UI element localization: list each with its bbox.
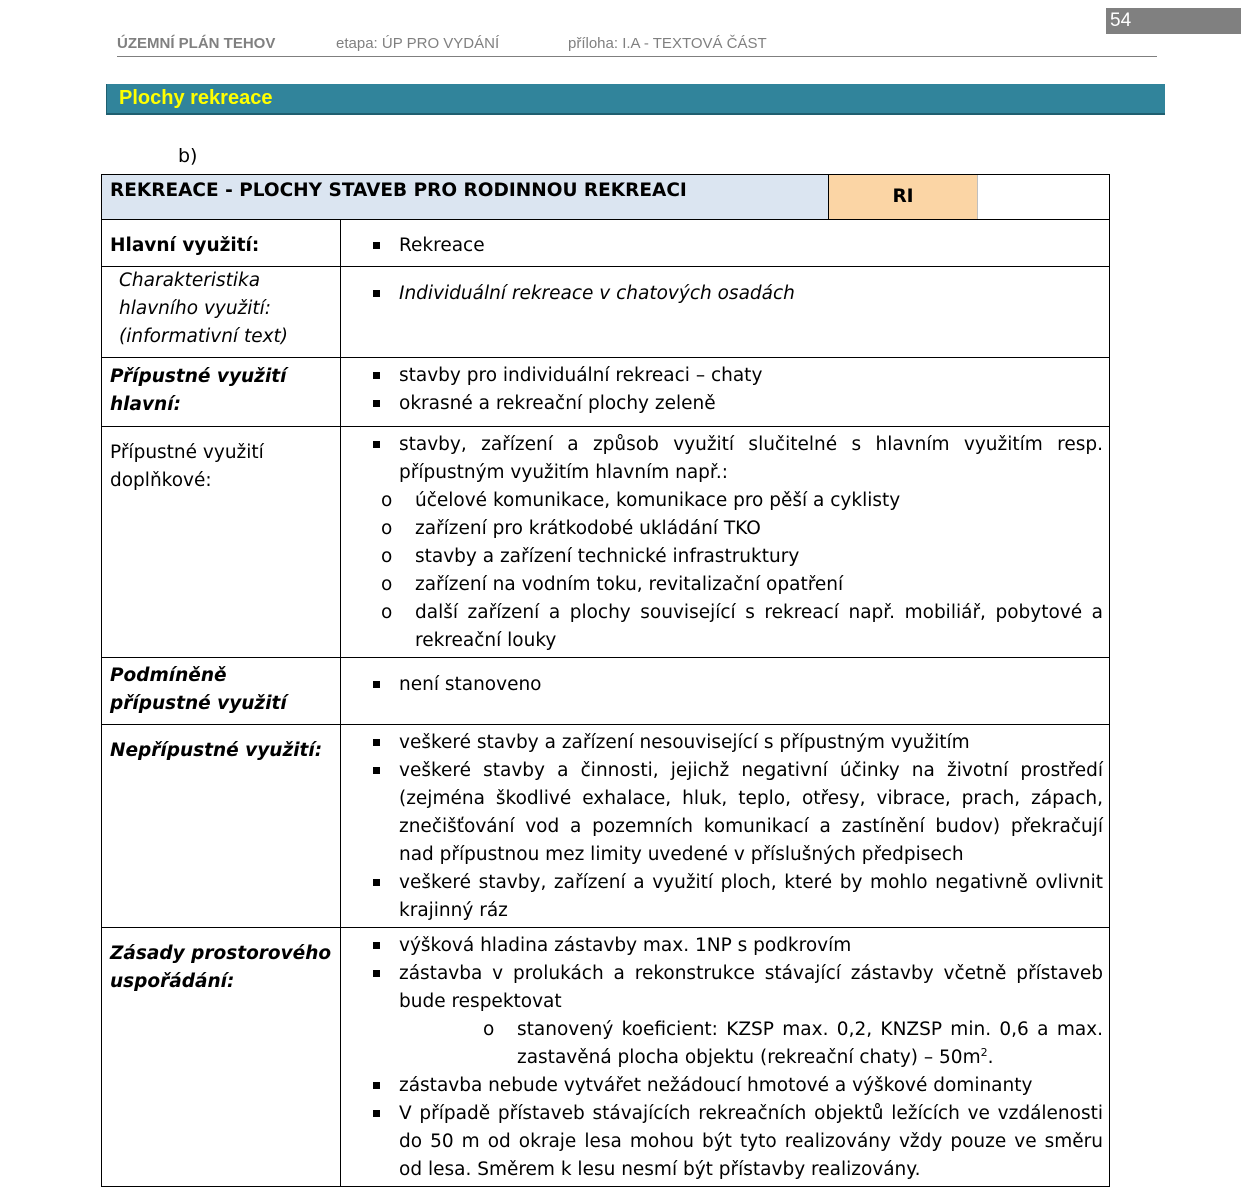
list-item bbox=[371, 431, 1103, 655]
label-line: hlavního využití: bbox=[119, 298, 272, 319]
list-item: zástavba nebude vytvářet nežádoucí hmotové a výškové dominanty bbox=[371, 1072, 1103, 1100]
list-item: není stanoveno bbox=[371, 671, 1103, 699]
sub-list-item bbox=[483, 1016, 1103, 1072]
table-row bbox=[102, 220, 1110, 267]
list-item: okrasné a rekreační plochy zeleně bbox=[371, 390, 1103, 418]
sub-list-item: o účelové komunikace, komunikace pro pěší a cyklisty bbox=[381, 487, 1103, 515]
sub-list-item: o zařízení pro krátkodobé ukládání TKO bbox=[381, 515, 1103, 543]
table-heading: REKREACE - PLOCHY STAVEB PRO RODINNOU REKREACI bbox=[110, 180, 687, 201]
sub-list-item: o další zařízení a plochy související s rekreací např. mobiliář, pobytové a rekreační louky bbox=[381, 599, 1103, 655]
table-row bbox=[102, 658, 1110, 725]
list-item-text: stavby, zařízení a způsob využití slučitelné s hlavním využitím resp. přípustným využitím hlavním např.: bbox=[399, 434, 1104, 483]
section-band bbox=[106, 84, 1165, 115]
header-stage: etapa: ÚP PRO VYDÁNÍ bbox=[336, 35, 500, 52]
section-title: Plochy rekreace bbox=[119, 87, 273, 109]
list-item bbox=[371, 960, 1103, 1072]
row-value-conditional bbox=[341, 658, 1110, 725]
row-label-main-use: Hlavní využití: bbox=[102, 220, 341, 267]
label-line: Charakteristika bbox=[119, 270, 261, 291]
code-cell bbox=[829, 175, 1110, 220]
regulation-table bbox=[101, 174, 1110, 1187]
row-value-main-use bbox=[341, 220, 1110, 267]
superscript: 2 bbox=[980, 1045, 988, 1059]
list-item: veškeré stavby a zařízení nesouvisející s přípustným využitím bbox=[371, 729, 1103, 757]
row-value-prohibited bbox=[341, 725, 1110, 928]
row-value-characteristic bbox=[341, 267, 1110, 358]
list-item: stavby pro individuální rekreaci – chaty bbox=[371, 362, 1103, 390]
sub-list-item: o zařízení na vodním toku, revitalizační opatření bbox=[381, 571, 1103, 599]
table-row bbox=[102, 427, 1110, 658]
list-item: veškeré stavby a činnosti, jejichž negativní účinky na životní prostředí (zejména škodlivé exhalace, hluk, teplo, otřesy, vibrace, prach, zápach, znečišťování vod a pozemních komunikací a zastínění budov) překračují nad přípustnou mez limity uvedené v příslušných předpisech bbox=[371, 757, 1103, 869]
row-label-prohibited: Nepřípustné využití: bbox=[102, 725, 341, 928]
sub-list-item: o stavby a zařízení technické infrastruktury bbox=[381, 543, 1103, 571]
list-item: Individuální rekreace v chatových osadách bbox=[371, 280, 1103, 308]
document-header bbox=[117, 34, 1157, 57]
list-item-text: zástavba v prolukách a rekonstrukce stávající zástavby včetně přístaveb bude respektovat bbox=[399, 963, 1104, 1012]
list-item: V případě přístaveb stávajících rekreačních objektů ležících ve vzdálenosti do 50 m od okraje lesa mohou být tyto realizovány vždy pouze ve směru od lesa. Směrem k lesu nesmí být přístavby realizovány. bbox=[371, 1100, 1103, 1184]
table-row bbox=[102, 928, 1110, 1187]
sub-list-item-end: . bbox=[987, 1047, 994, 1068]
page-number: 54 bbox=[1106, 8, 1241, 34]
sub-list-item-text: stanovený koeficient: KZSP max. 0,2, KNZSP min. 0,6 a max. zastavěná plocha objektu (rekreační chaty) – 50m bbox=[517, 1019, 1104, 1068]
subsection-letter: b) bbox=[178, 145, 198, 167]
row-label-conditional: Podmíněně přípustné využití bbox=[102, 658, 341, 725]
table-row bbox=[102, 725, 1110, 928]
row-value-permitted-main bbox=[341, 358, 1110, 427]
table-row bbox=[102, 358, 1110, 427]
table-heading-cell bbox=[102, 175, 829, 220]
header-annex: příloha: I.A - TEXTOVÁ ČÁST bbox=[568, 35, 767, 52]
row-label-characteristic bbox=[102, 267, 341, 358]
area-code-badge: RI bbox=[829, 175, 978, 219]
header-plan-title: ÚZEMNÍ PLÁN TEHOV bbox=[117, 35, 276, 52]
row-value-permitted-supplementary bbox=[341, 427, 1110, 658]
list-item: Rekreace bbox=[371, 232, 1103, 260]
label-line: (informativní text) bbox=[119, 326, 289, 347]
row-value-spatial bbox=[341, 928, 1110, 1187]
table-row bbox=[102, 267, 1110, 358]
row-label-permitted-supplementary: Přípustné využití doplňkové: bbox=[102, 427, 341, 658]
list-item: výšková hladina zástavby max. 1NP s podkrovím bbox=[371, 932, 1103, 960]
row-label-permitted-main: Přípustné využití hlavní: bbox=[102, 358, 341, 427]
list-item: veškeré stavby, zařízení a využití ploch, které by mohlo negativně ovlivnit krajinný ráz bbox=[371, 869, 1103, 925]
row-label-spatial: Zásady prostorového uspořádání: bbox=[102, 928, 341, 1187]
table-title-row bbox=[102, 175, 1110, 220]
